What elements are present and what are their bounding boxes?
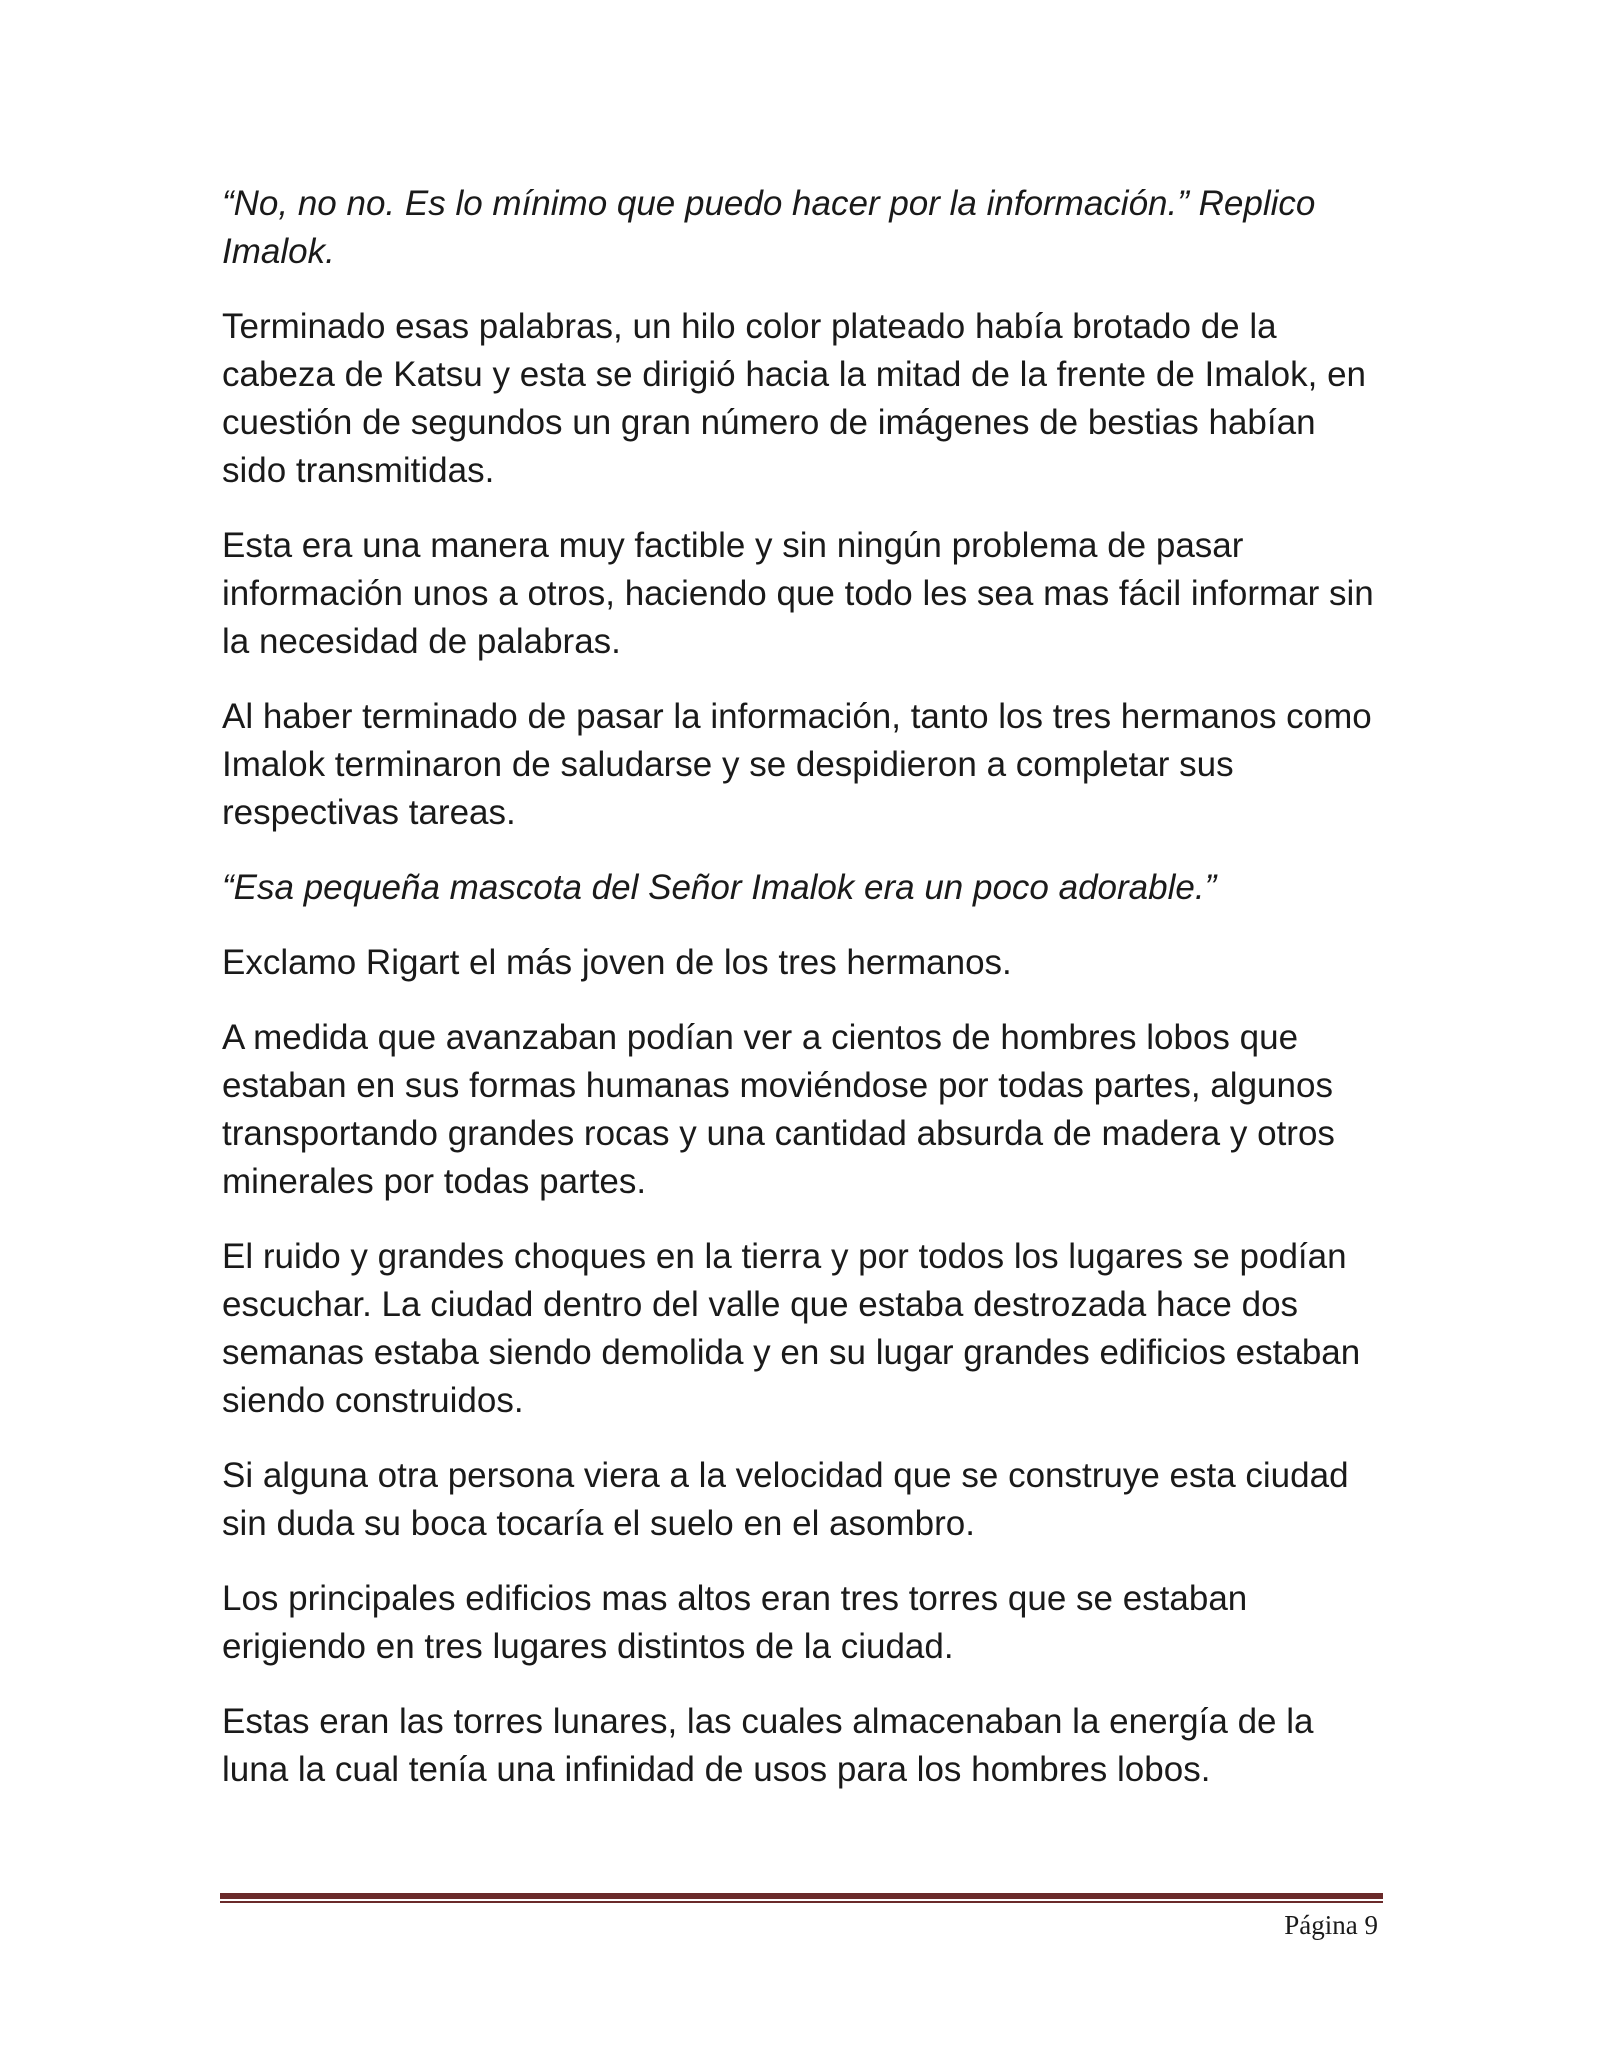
paragraph-10: Los principales edificios mas altos eran tres torres que se estaban erigiendo en tres lugares distintos de la ciudad. [222, 1579, 1248, 1666]
paragraph-8: El ruido y grandes choques en la tierra y por todos los lugares se podían escuchar. La ciudad dentro del valle que estaba destrozada hace dos semanas estaba siendo demolida y en su lugar grandes edificios estaban siendo construidos. [222, 1237, 1361, 1420]
paragraph-5: “Esa pequeña mascota del Señor Imalok era un poco adorable.” [222, 868, 1217, 907]
page-body [222, 180, 1382, 1821]
paragraph-3: Esta era una manera muy factible y sin ningún problema de pasar información unos a otros, haciendo que todo les sea mas fácil informar sin la necesidad de palabras. [222, 526, 1374, 661]
page-number: Página 9 [1284, 1910, 1378, 1940]
footer-rule-thin [220, 1901, 1383, 1903]
paragraph-6: Exclamo Rigart el más joven de los tres hermanos. [222, 943, 1012, 982]
paragraph-7: A medida que avanzaban podían ver a cientos de hombres lobos que estaban en sus formas humanas moviéndose por todas partes, algunos transportando grandes rocas y una cantidad absurda de madera y otros minerales por todas partes. [222, 1018, 1335, 1201]
footer-rule-thick [220, 1893, 1383, 1899]
paragraph-1: “No, no no. Es lo mínimo que puedo hacer por la información.” Replico Imalok. [222, 184, 1316, 271]
paragraph-2: Terminado esas palabras, un hilo color plateado había brotado de la cabeza de Katsu y esta se dirigió hacia la mitad de la frente de Imalok, en cuestión de segundos un gran número de imágenes de bestias habían sido transmitidas. [222, 307, 1366, 490]
paragraph-11: Estas eran las torres lunares, las cuales almacenaban la energía de la luna la cual tenía una infinidad de usos para los hombres lobos. [222, 1702, 1314, 1789]
paragraph-4: Al haber terminado de pasar la información, tanto los tres hermanos como Imalok terminaron de saludarse y se despidieron a completar sus respectivas tareas. [222, 697, 1372, 832]
paragraph-9: Si alguna otra persona viera a la velocidad que se construye esta ciudad sin duda su boca tocaría el suelo en el asombro. [222, 1456, 1349, 1543]
